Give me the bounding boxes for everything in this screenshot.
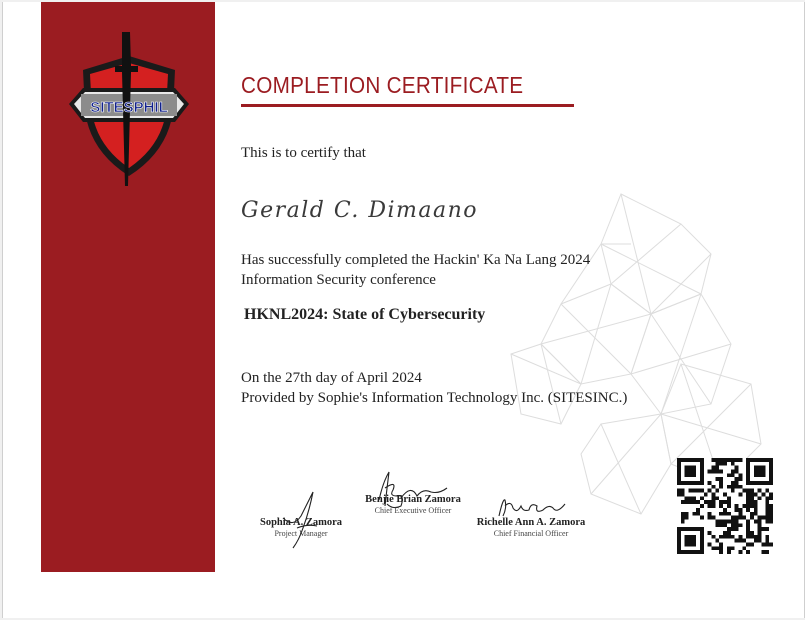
title-underline xyxy=(241,104,574,107)
signatory-name: Benjie Brian Zamora xyxy=(365,494,461,505)
signatory-sophia xyxy=(216,517,386,538)
completion-line-2: Information Security conference xyxy=(241,272,436,288)
date-line: On the 27th day of April 2024 xyxy=(241,370,422,386)
provider-line: Provided by Sophie's Information Technology Inc. (SITESINC.) xyxy=(241,390,628,406)
event-title: HKNL2024: State of Cybersecurity xyxy=(244,306,486,323)
signatory-role: Chief Financial Officer xyxy=(493,529,569,538)
sitesphil-shield-logo xyxy=(67,26,191,190)
signatory-name: Richelle Ann A. Zamora xyxy=(476,517,586,528)
recipient-name: Gerald C. Dimaano xyxy=(241,198,479,223)
logo-text: SITESPHIL xyxy=(90,99,168,116)
signatory-benjie xyxy=(328,494,498,515)
qr-code[interactable] xyxy=(677,458,773,554)
signatory-name: Sophia A. Zamora xyxy=(260,517,342,528)
left-red-band xyxy=(41,2,215,572)
certificate-page xyxy=(2,2,805,618)
intro-text: This is to certify that xyxy=(241,145,366,161)
signatory-richelle xyxy=(446,517,616,538)
completion-line-1: Has successfully completed the Hackin' Ka Na Lang 2024 xyxy=(241,252,591,268)
signatory-role: Project Manager xyxy=(274,529,328,538)
signatory-role: Chief Executive Officer xyxy=(374,506,452,515)
certificate-title: COMPLETION CERTIFICATE xyxy=(241,72,524,98)
